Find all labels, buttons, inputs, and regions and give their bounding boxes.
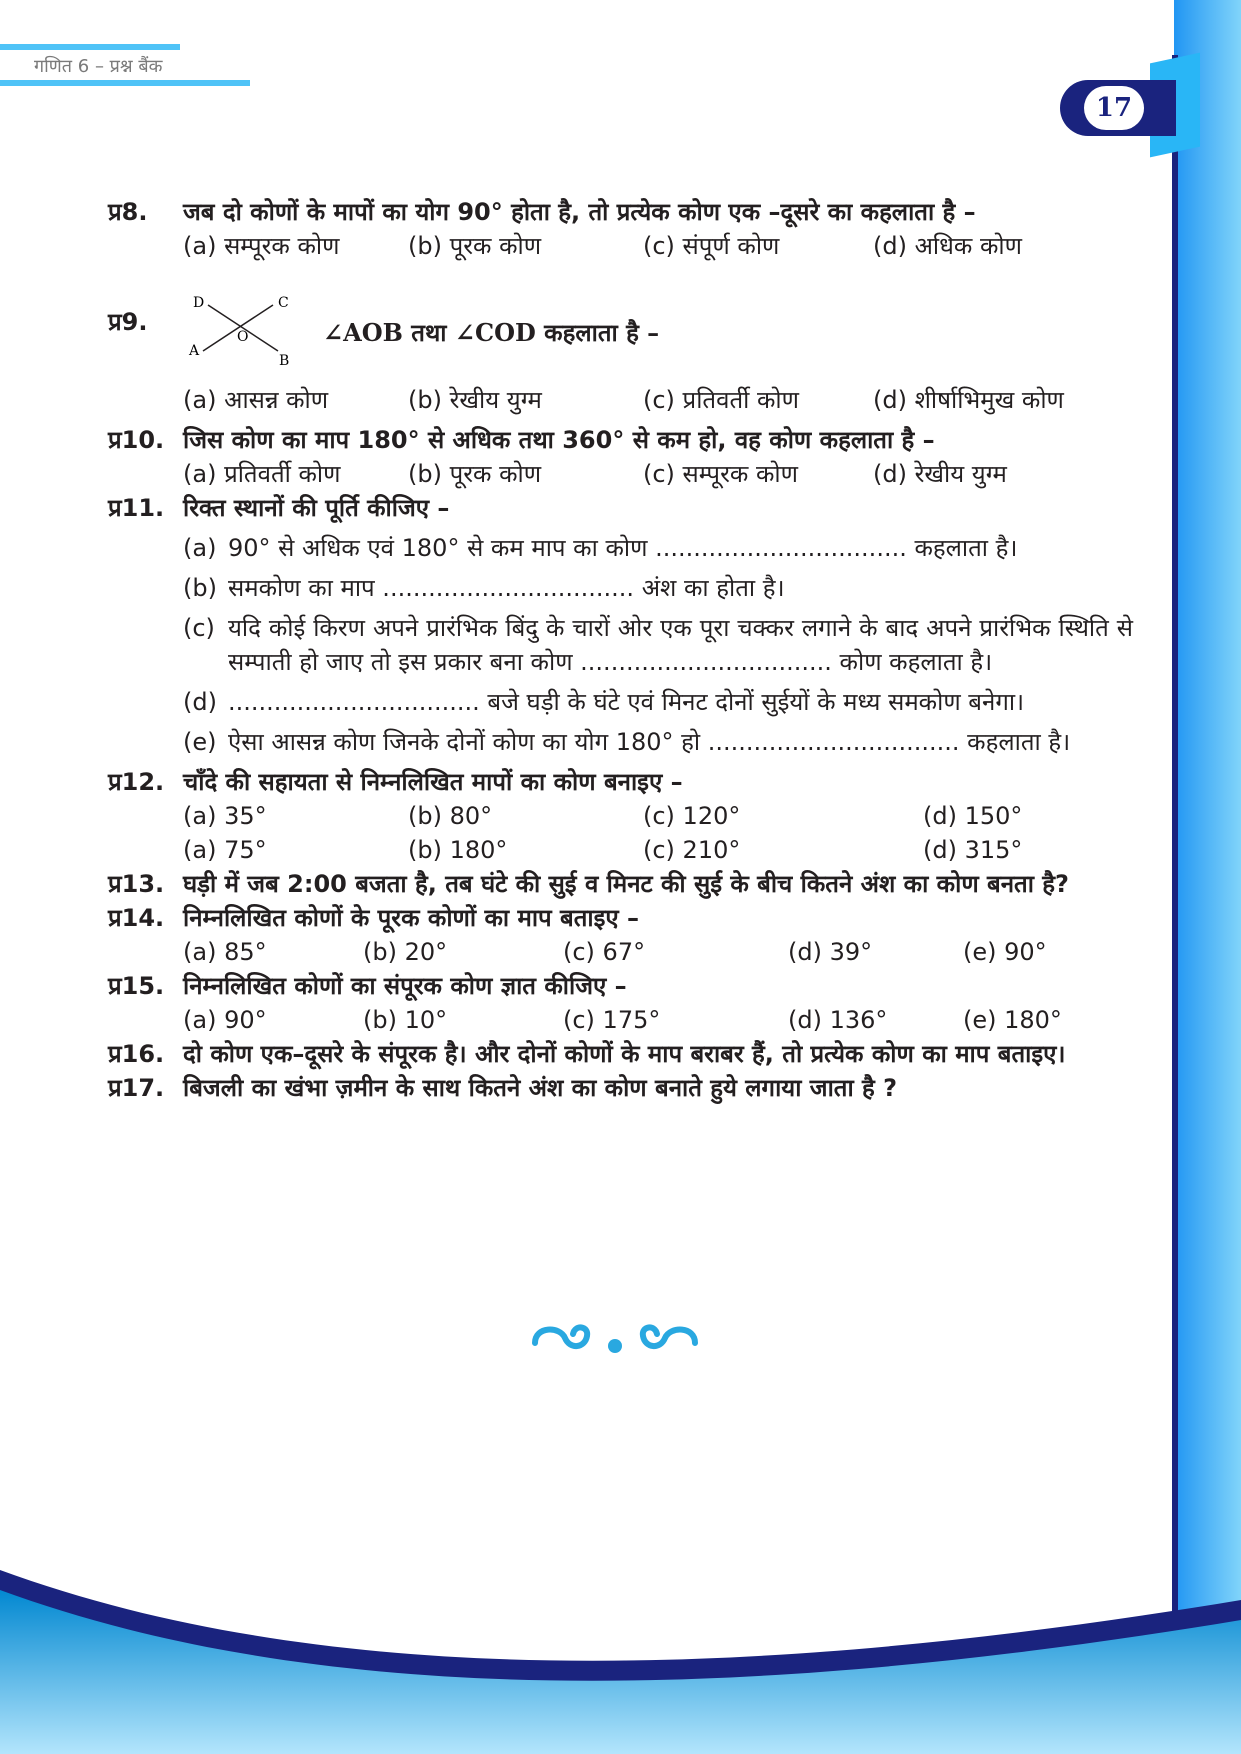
label-o: O <box>237 329 249 345</box>
option: (a) 90° <box>183 1006 267 1034</box>
right-decor-band <box>1174 0 1241 1754</box>
label-b: B <box>279 353 290 369</box>
option: (d) 39° <box>788 938 873 966</box>
fill-blank-c <box>183 611 1133 679</box>
question-14 <box>108 901 1133 969</box>
option-b: (b) रेखीय युग्म <box>408 386 542 414</box>
fill-blank-b <box>183 571 1133 605</box>
header-decor-bar <box>0 80 250 86</box>
option-c: (c) सम्पूरक कोण <box>643 460 798 488</box>
question-number: प्र13. <box>108 870 165 898</box>
option-d: (d) शीर्षाभिमुख कोण <box>873 386 1064 414</box>
option: (d) 315° <box>923 836 1023 864</box>
question-text: रिक्त स्थानों की पूर्ति कीजिए – <box>183 494 450 522</box>
question-number: प्र12. <box>108 768 165 796</box>
option: (c) 210° <box>643 836 741 864</box>
item-text: समकोण का माप ................................. अंश का होता है। <box>228 574 785 602</box>
question-text: घड़ी में जब 2:00 बजता है, तब घंटे की सुई व मिनट की सुई के बीच कितने अंश का कोण बनता है? <box>183 870 1069 898</box>
item-label: (c) <box>183 614 215 642</box>
label-a: A <box>189 343 200 359</box>
option: (b) 10° <box>363 1006 448 1034</box>
question-8 <box>108 195 1133 263</box>
option: (e) 90° <box>963 938 1047 966</box>
option: (b) 80° <box>408 802 493 830</box>
intersecting-lines-figure <box>183 293 303 373</box>
question-number: प्र9. <box>108 308 148 336</box>
question-number: प्र14. <box>108 904 165 932</box>
header-decor-bar <box>0 44 180 50</box>
question-13 <box>108 867 1133 901</box>
question-number: प्र17. <box>108 1074 165 1102</box>
options <box>183 1003 1133 1037</box>
option-c: (c) प्रतिवर्ती कोण <box>643 386 799 414</box>
fill-blank-d <box>183 685 1133 719</box>
option: (e) 180° <box>963 1006 1062 1034</box>
question-text: जब दो कोणों के मापों का योग 90° होता है, तो प्रत्येक कोण एक –दूसरे का कहलाता है – <box>183 198 976 226</box>
question-number: प्र10. <box>108 426 165 454</box>
question-text: जिस कोण का माप 180° से अधिक तथा 360° से कम हो, वह कोण कहलाता है – <box>183 426 935 454</box>
page-number: 17 <box>1084 86 1144 130</box>
option: (b) 180° <box>408 836 508 864</box>
question-15 <box>108 969 1133 1037</box>
item-text: ऐसा आसन्न कोण जिनके दोनों कोण का योग 180° हो ................................. कहलाता है। <box>228 728 1071 756</box>
question-text: निम्नलिखित कोणों का संपूरक कोण ज्ञात कीजिए – <box>183 972 627 1000</box>
options <box>183 935 1133 969</box>
running-header: गणित 6 – प्रश्न बैंक <box>34 56 163 77</box>
ornament-divider-icon <box>525 1318 705 1368</box>
item-text: ................................. बजे घड़ी के घंटे एवं मिनट दोनों सुईयों के मध्य समकोण बनेगा। <box>228 688 1025 716</box>
right-decor-line <box>1172 55 1178 1615</box>
option-b: (b) पूरक कोण <box>408 460 542 488</box>
question-number: प्र8. <box>108 198 148 226</box>
question-number: प्र15. <box>108 972 165 1000</box>
question-17 <box>108 1071 1133 1105</box>
options-row-1 <box>183 799 1133 833</box>
option-a: (a) प्रतिवर्ती कोण <box>183 460 341 488</box>
fill-blank-a <box>183 531 1133 565</box>
option: (b) 20° <box>363 938 448 966</box>
question-text: बिजली का खंभा ज़मीन के साथ कितने अंश का कोण बनाते हुये लगाया जाता है ? <box>183 1074 898 1102</box>
option: (c) 175° <box>563 1006 661 1034</box>
option: (c) 67° <box>563 938 646 966</box>
option: (a) 85° <box>183 938 267 966</box>
option-c: (c) संपूर्ण कोण <box>643 232 780 260</box>
item-label: (e) <box>183 728 217 756</box>
question-9 <box>108 293 1133 417</box>
question-text: निम्नलिखित कोणों के पूरक कोणों का माप बताइए – <box>183 904 640 932</box>
item-label: (a) <box>183 534 217 562</box>
option-d: (d) रेखीय युग्म <box>873 460 1007 488</box>
question-text: चाँदे की सहायता से निम्नलिखित मापों का कोण बनाइए – <box>183 768 683 796</box>
options-row-2 <box>183 833 1133 867</box>
option-a: (a) सम्पूरक कोण <box>183 232 340 260</box>
item-text: 90° से अधिक एवं 180° से कम माप का कोण ................................. कहलाता है। <box>228 534 1018 562</box>
label-d: D <box>193 295 205 311</box>
label-c: C <box>278 295 289 311</box>
question-12 <box>108 765 1133 867</box>
options <box>183 229 1133 263</box>
item-label: (d) <box>183 688 217 716</box>
question-list <box>108 195 1133 1105</box>
question-text: ∠AOB तथा ∠COD कहलाता है – <box>323 318 660 347</box>
question-number: प्र11. <box>108 494 165 522</box>
option: (d) 136° <box>788 1006 888 1034</box>
option: (a) 75° <box>183 836 267 864</box>
question-16 <box>108 1037 1133 1071</box>
option-b: (b) पूरक कोण <box>408 232 542 260</box>
options <box>183 457 1133 491</box>
option: (a) 35° <box>183 802 267 830</box>
item-text: यदि कोई किरण अपने प्रारंभिक बिंदु के चारों ओर एक पूरा चक्कर लगाने के बाद अपने प्रारंभिक स्थिति से सम्पाती हो जाए तो इस प्रकार बना कोण ................................. कोण कहलाता है। <box>228 614 1133 676</box>
question-text: दो कोण एक–दूसरे के संपूरक है। और दोनों कोणों के माप बराबर हैं, तो प्रत्येक कोण का माप बताइए। <box>183 1040 1066 1068</box>
question-10 <box>108 423 1133 491</box>
option: (c) 120° <box>643 802 741 830</box>
question-number: प्र16. <box>108 1040 165 1068</box>
option: (d) 150° <box>923 802 1023 830</box>
option-d: (d) अधिक कोण <box>873 232 1022 260</box>
item-label: (b) <box>183 574 217 602</box>
options <box>183 383 1133 417</box>
option-a: (a) आसन्न कोण <box>183 386 329 414</box>
fill-blank-e <box>183 725 1133 759</box>
bottom-wave-decor <box>0 1560 1241 1754</box>
question-11 <box>108 491 1133 525</box>
